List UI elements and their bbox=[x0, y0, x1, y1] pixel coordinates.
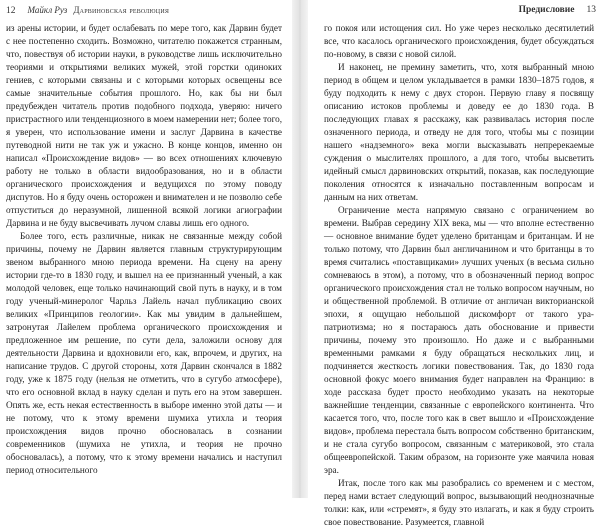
running-header-author: Майкл Руз bbox=[27, 5, 68, 15]
left-running-header bbox=[6, 5, 284, 16]
left-page-body bbox=[6, 22, 282, 477]
paragraph: И наконец, не премину заметить, что, хотя выбранный мною период в общем и целом укладывается в рамки 1830–1875 годов, я буду подходить к нему с двух сторон. Первую главу я посвящу описанию истоков проблемы и доведу ее до 1830 года. В последующих главах я расскажу, как развивалась история после означенного периода, и отведу не для того, чтобы мы с позиции нашего «надземного» века могли высказывать непререкаемые суждения о мыслителях прошлого, а для того, чтобы высветить идейный смысл дарвиновских открытий, показав, как последующие поколения относятся к изначально поставленным вопросам и данным на них ответам. bbox=[324, 62, 594, 202]
left-page bbox=[0, 0, 292, 498]
paragraph: Ограничение места напрямую связано с ограничением во времени. Выбрав середину XIX века, мы — что вполне естественно — основное внимание будет уделено британцам и британцам. И не только потому, что Дарвин был англичанином и что британцы в то время считались «поставщиками» лучших ученых (в весьма сильно сомневаюсь в этом), а потому, что в обозначенный период вопрос органического происхождения стал не только вопросом научным, но и общественной проблемой. В отличие от англичан викторианской эпохи, я ощущаю небольшой дискомфорт от такого ура-патриотизма; но я постараюсь дать обоснование и привести причины, почему это произошло. Но даже и с выбранными временными рамками я буду обращаться нескольких лиц, и подчиняется жесткость логики повествования. Так, до 1830 года основной фокус моего внимания будет направлен на Францию: в ходе рассказа будет просто необходимо указать на некоторые важнейшие тенденции, связанные с европейского континента. Что касается того, что, после того как в свет вышло и «Происхождение видов», проблема перестала быть вопросом собственно британским, и не стала сугубо вопросом, связанным с материковой, это стала общеевропейской. Таким образом, на горизонте уже маячила новая эра. bbox=[324, 205, 594, 475]
paragraph: Более того, есть различные, никак не связанные между собой причины, почему не Дарвин является главным структурирующим звеном выбранного мною периода времени. На сцену на арену истории где-то в 1830 году, и вышел на ее признанный ученый, а как молодой человек, еще только начинающий свой путь в науку, и в том году ученый-минеролог Чарльз Лайель начал публикацию своих великих «Принципов геологии». Как мы увидим в дальнейшем, затронутая Лайелем проблема органического происхождения и предложенное им решение, по сути дела, заложили основу для деятельности Дарвина и вдохновили его, как, впрочем, и других, на написание трудов. С другой стороны, хотя Дарвин скончался в 1882 году, уже к 1875 году (нельзя не отметить, что в сугубо атмосфере), что его основной вклад в науку сделан и путь его на этом завершен. Опять же, есть некая естественность в выборе именно этой даты — и не потому, что к этому времени шумиха утихла и теория происхождения видов прочно обосновалась в сознании современников (шумиха не утихла, и теория не прочно обосновалась), а потому, что к этому времени начались и наступил период относительного bbox=[6, 231, 282, 475]
right-page-number: 13 bbox=[586, 5, 596, 15]
paragraph: го покоя или истощения сил. Но уже через несколько десятилетий все, что касалось органического происхождения, будет обсуждаться по-новому, в связи с новой силой. bbox=[324, 23, 594, 59]
paragraph: из арены истории, и будет ослабевать по мере того, как Дарвин будет с нее постепенно сходить. Возможно, читателю покажется странным, что, повествуя об истории науки, в руководстве лишь исключительно теориями и открытиями великих мужей, этой горстки одиноких гениев, с которыми связаны и с которыми которых освещены все самые значительные события прошлого. Но, как бы ни был предубежден читатель против подобного подхода, уверяю: ничего пристрастного или тенденциозного в моем намерении нет; более того, я уверен, что использование имени и заслуг Дарвина в качестве путеводной нити не так уж и ужасно. В конце концов, именно он написал «Происхождение видов» — во всех отношениях ключевую работу не только в области видообразования, но и в области органического происхождения и ведущихся по этому поводу диспутов. Но я буду очень осторожен и внимателен и не позволю себе отпуститься до неразумной, лишенной всякой логики агиографии Дарвина и не буду высвечивать лучом славы лишь его одного. bbox=[6, 23, 282, 228]
running-header-book-title: Дарвиновская революция bbox=[73, 5, 170, 15]
paragraph: Итак, после того как мы разобрались со временем и с местом, перед нами встает следующий вопрос, вызывающий неоднозначные толки: как, или «стремят», я буду это излагать, и как я буду строить свое повествование. Разумеется, главной bbox=[324, 478, 594, 527]
right-page bbox=[308, 0, 600, 527]
right-page-body bbox=[324, 22, 594, 529]
book-gutter bbox=[292, 0, 308, 498]
left-page-number: 12 bbox=[6, 6, 16, 16]
running-header-section-title: Предисловие bbox=[518, 5, 575, 15]
right-running-header bbox=[322, 5, 596, 15]
